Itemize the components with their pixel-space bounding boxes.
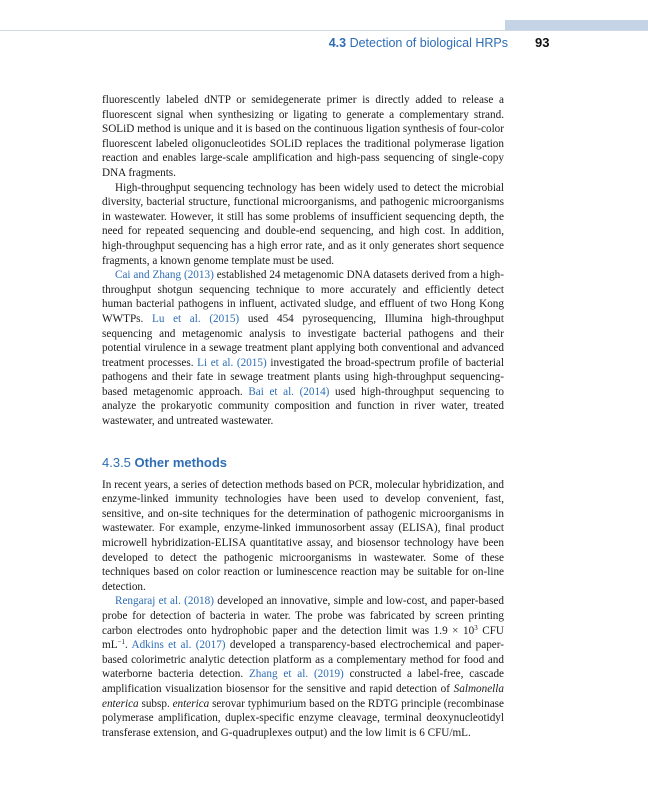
running-head-section-number: 4.3: [328, 36, 347, 50]
running-head: [300, 36, 508, 50]
paragraph-3-text-2: used 454 pyrosequencing, Illumina high-throughput sequencing and metagenomic analysis to investigate bacterial pathogens and their potential virulence in a sewage treatment plant applying both conventional and advanced treatment processes.: [102, 312, 504, 369]
header-accent-bar: [505, 20, 648, 30]
paragraph-2: High-throughput sequencing technology has been widely used to detect the microbial diversity, bacterial structure, functional microorganisms, and pathogenic microorganisms in wastewater. However, it still has some problems of insufficient sequencing depth, the need for repeated sequencing and double-end sequencing, and high cost. In addition, high-throughput sequencing has a high error rate, and as it only generates short sequence fragments, a known genome template must be used.: [102, 181, 504, 267]
paragraph-5-text-3: constructed a label-free, cascade amplification visualization biosensor for the sensitive and rapid detection of: [102, 668, 504, 695]
species-name: Salmonella enterica: [102, 682, 504, 710]
paragraph-5-text-4: serovar typhimurium based on the RDTG principle (recombinase polymerase amplification, duplex-specific enzyme cleavage, terminal deoxynucleotidyl transferase extension, and G-quadruplexes output) and the low limit is 6 CFU/mL.: [102, 697, 504, 739]
paragraph-1: fluorescently labeled dNTP or semidegenerate primer is directly added to release a fluorescent signal when synthesizing or ligating to generate a complementary strand. SOLiD method is unique and it is based on the continuous ligation synthesis of four-color fluorescent labeled oligonucleotides SOLiD replaces the traditional polymerase ligation reaction and enables large-scale amplification and high-pass sequencing of single-copy DNA fragments.: [102, 94, 504, 179]
paragraph-5-text-2: developed a transparency-based electrochemical and paper-based colorimetric analytic detection platform as a complementary method for food and waterborne bacteria detection.: [102, 639, 504, 681]
paragraph-5: [102, 594, 504, 740]
paragraph-3-text-4: used high-throughput sequencing to analyze the prokaryotic community composition and function in river water, treated wastewater, and untreated wastewater.: [102, 385, 505, 428]
citation-cai-zhang-2013[interactable]: Cai and Zhang (2013): [115, 269, 214, 282]
citation-rengaraj-2018[interactable]: Rengaraj et al. (2018): [115, 595, 214, 608]
superscript-unit-exponent: −1: [117, 638, 125, 647]
paragraph-3-text-1: established 24 metagenomic DNA datasets derived from a high-throughput shotgun sequencing technique to more accurately and efficiently detect human bacterial pathogens in influent, activated sludge, and effluent of two Hong Kong WWTPs.: [102, 269, 504, 325]
superscript-exponent: 3: [474, 623, 478, 632]
paragraph-5-text-1: developed an innovative, simple and low-cost, and paper-based probe for detection of bacteria in water. The probe was fabricated by screen printing carbon electrodes onto hydrophobic paper and the detection limit was 1.9 × 10: [102, 595, 504, 637]
paragraph-3: [102, 268, 504, 429]
paragraph-5-period: .: [125, 639, 132, 652]
citation-adkins-2017[interactable]: Adkins et al. (2017): [131, 639, 226, 652]
subspecies-name: enterica: [172, 697, 210, 710]
citation-zhang-2019[interactable]: Zhang et al. (2019): [248, 668, 344, 681]
section-title: Other methods: [134, 454, 228, 470]
paragraph-5-unit: CFU mL: [102, 624, 505, 652]
header-rule: [0, 30, 648, 31]
citation-li-2015[interactable]: Li et al. (2015): [197, 356, 267, 369]
section-heading: [102, 455, 504, 470]
page-number: 93: [535, 35, 550, 50]
citation-lu-2015[interactable]: Lu et al. (2015): [151, 312, 240, 325]
paragraph-5-subsp: subsp.: [138, 697, 173, 710]
citation-bai-2014[interactable]: Bai et al. (2014): [248, 385, 330, 398]
paragraph-4: In recent years, a series of detection methods based on PCR, molecular hybridization, and enzyme-linked immunity technologies have been used to develop convenient, fast, sensitive, and on-site techniques for the determination of pathogenic microorganisms in wastewater. For example, enzyme-linked immunosorbent assay (ELISA), final product microwell hybridization-ELISA quantitative assay, and biosensor technology have been developed to detect the pathogenic microorganisms in wastewater. Some of these techniques based on color reaction or luminescence reaction may be suitable for on-line detection.: [102, 478, 505, 593]
running-head-title: Detection of biological HRPs: [349, 36, 508, 50]
paragraph-3-text-3: investigated the broad-spectrum profile of bacterial pathogens and their fate in sewage treatment plants using high-throughput sequencing-based metagenomic approach.: [102, 356, 504, 398]
body-text: [102, 93, 504, 740]
section-number: 4.3.5: [102, 454, 131, 470]
